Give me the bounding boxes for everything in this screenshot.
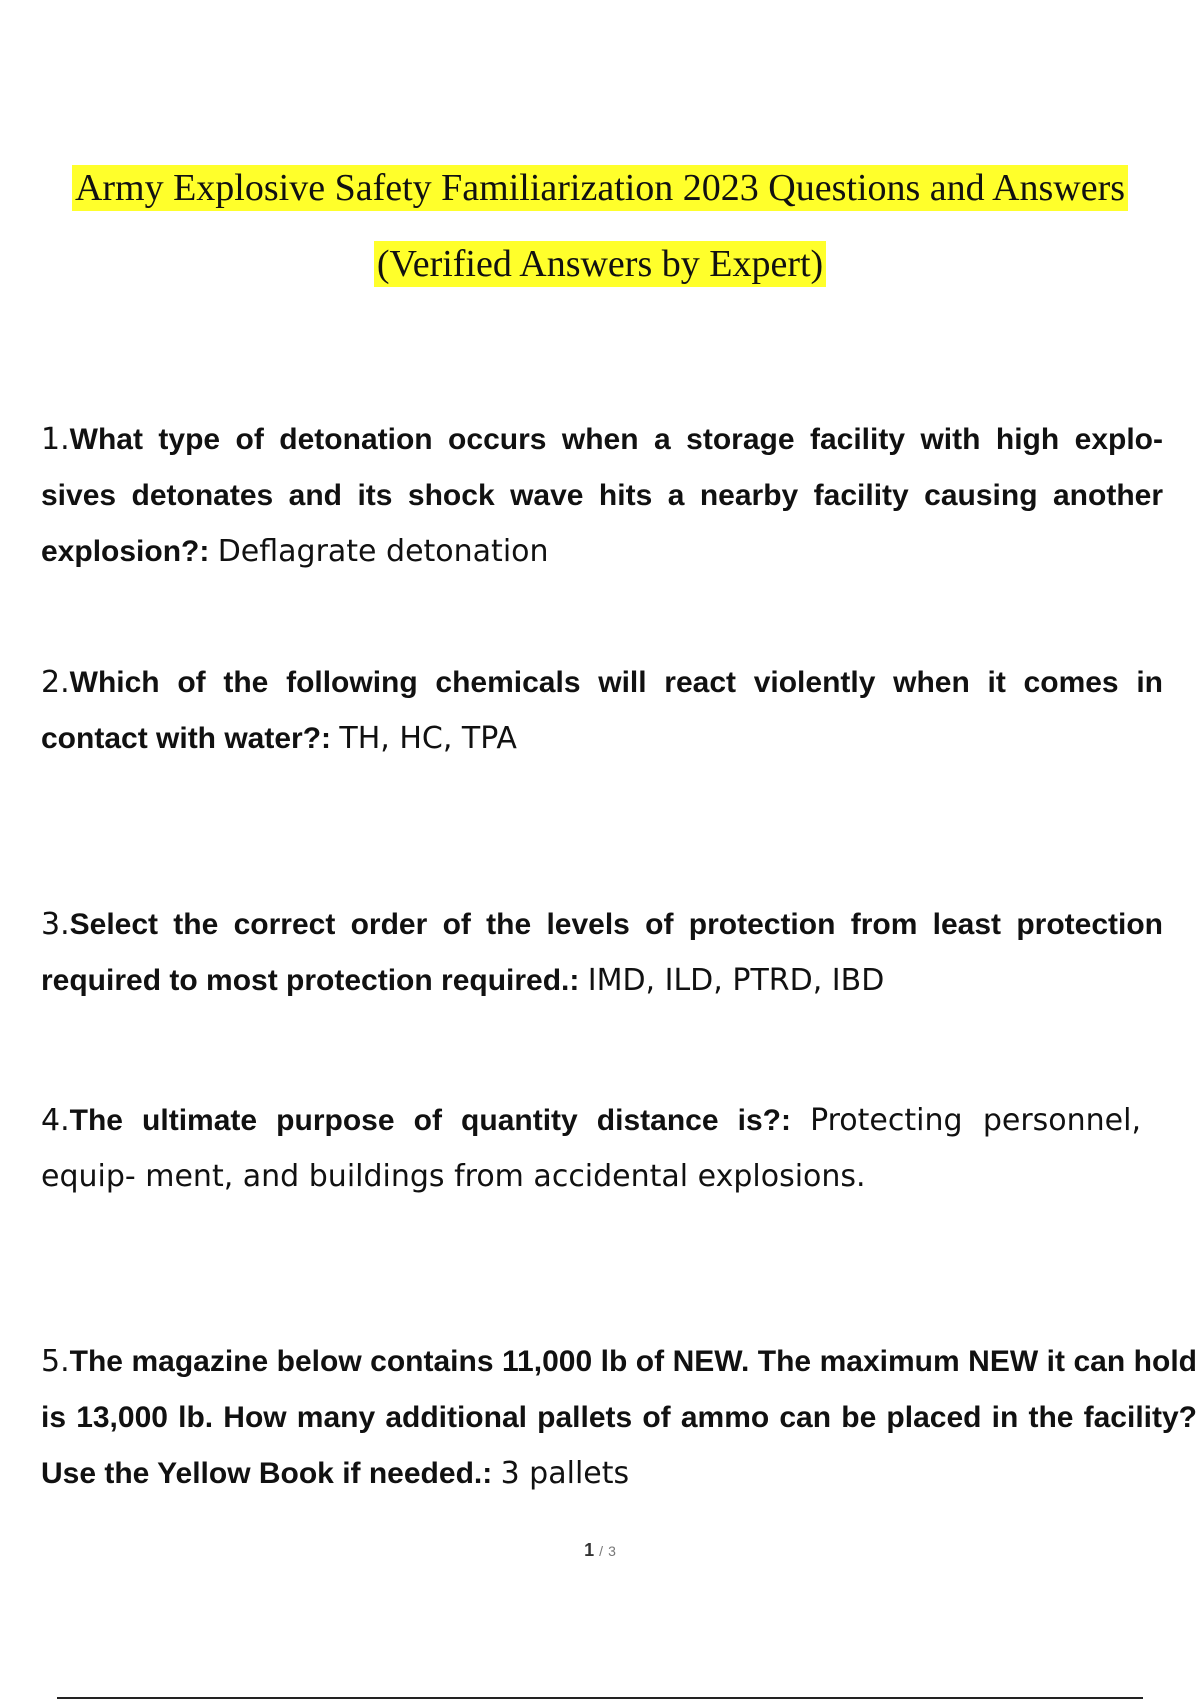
answer-text: TH, HC, TPA — [339, 721, 517, 756]
question-item-1 — [41, 412, 1163, 580]
page-separator: / — [599, 1543, 604, 1559]
question-item-5 — [41, 1334, 1197, 1502]
question-item-4 — [41, 1093, 1141, 1205]
question-number: 3. — [41, 907, 70, 942]
question-number: 5. — [41, 1344, 70, 1379]
question-text: Which of the following chemicals will react violently when it comes in contact with water?: — [41, 666, 1163, 755]
title-line-1-text: Army Explosive Safety Familiarization 2023 Questions and Answers — [72, 165, 1128, 211]
question-text: The ultimate purpose of quantity distance is?: — [69, 1104, 791, 1137]
footer-divider — [57, 1697, 1143, 1699]
answer-text: 3 pallets — [500, 1456, 630, 1491]
question-text: The magazine below contains 11,000 lb of NEW. The maximum NEW it can hold is 13,000 lb. How many additional pallets of ammo can be placed in the facility? Use the Yellow Book if needed.: — [41, 1345, 1197, 1490]
page-current: 1 — [584, 1540, 595, 1560]
page-total: 3 — [608, 1543, 616, 1559]
title-line-1 — [0, 150, 1200, 226]
document-title — [0, 150, 1200, 302]
question-item-2 — [41, 655, 1163, 767]
question-text: Select the correct order of the levels of protection from least protection required to most protection required.: — [41, 908, 1163, 997]
question-number: 2. — [41, 665, 70, 700]
title-line-2 — [0, 226, 1200, 302]
question-number: 1. — [41, 422, 70, 457]
page-number — [0, 1540, 1200, 1561]
question-text: What type of detonation occurs when a storage facility with high explo- sives detonates and its shock wave hits a nearby facility causing another explosion?: — [41, 423, 1163, 568]
answer-text: Deflagrate detonation — [217, 534, 549, 569]
question-number: 4. — [41, 1103, 70, 1138]
answer-text: Protecting personnel, equip- ment, and buildings from accidental explosions. — [41, 1103, 1141, 1194]
title-line-2-text: (Verified Answers by Expert) — [374, 241, 826, 287]
answer-text: IMD, ILD, PTRD, IBD — [587, 963, 885, 998]
question-item-3 — [41, 897, 1163, 1009]
